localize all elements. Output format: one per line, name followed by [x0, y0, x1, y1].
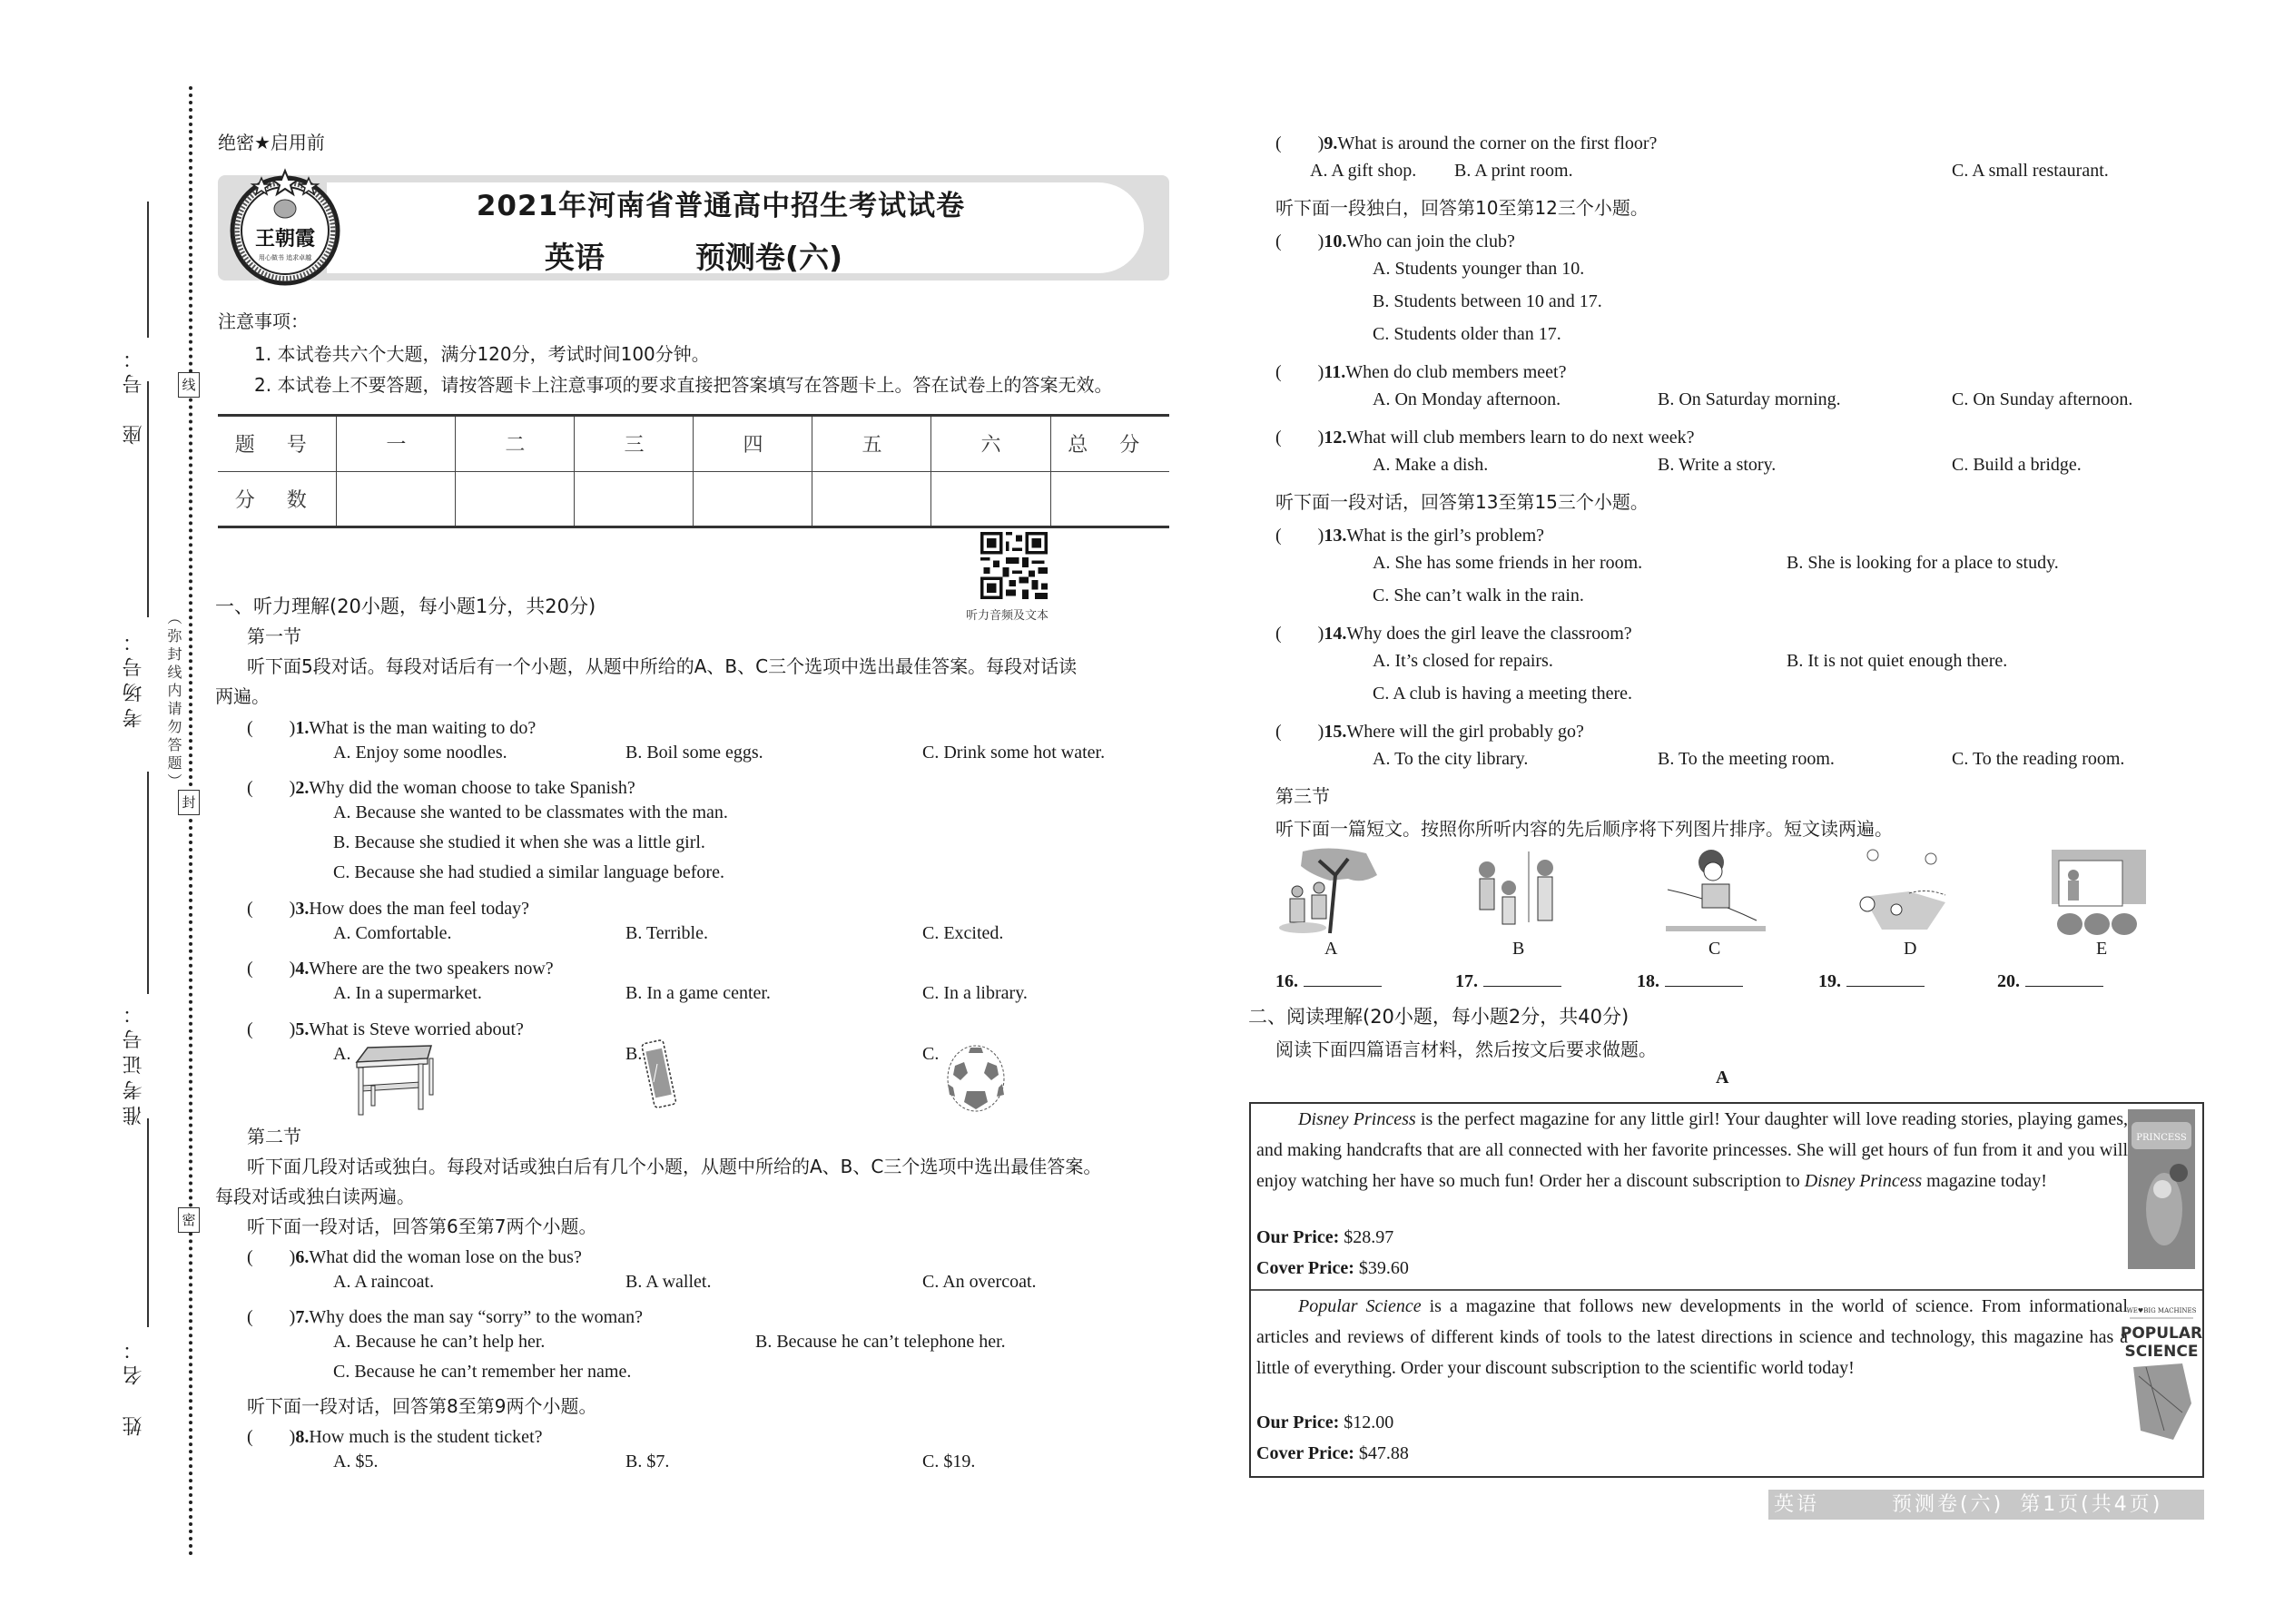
cover-tagline: WE♥BIG MACHINES: [2126, 1307, 2197, 1314]
section1-instructions-cont: 两遍。: [215, 685, 270, 707]
question-13: ( )13.What is the girl’s problem?: [1275, 526, 1545, 546]
answer-bracket[interactable]: ( ): [1275, 362, 1324, 382]
score-cell[interactable]: [812, 471, 931, 527]
score-cell[interactable]: [337, 471, 456, 527]
exam-room-field[interactable]: [147, 381, 149, 617]
answer-blank-18[interactable]: 18.: [1637, 971, 1743, 992]
soccer-ball-icon: [944, 1044, 1008, 1113]
note-item: 2. 本试卷上不要答题，请按答题卡上注意事项的要求直接把答案填写在答题卡上。答在试卷上的答案无效。: [254, 374, 1113, 396]
option-c: C. To the reading room.: [1952, 749, 2125, 769]
section2-title: 第二节: [247, 1126, 301, 1147]
footer-subject: 英语: [1774, 1493, 1820, 1516]
note-item: 1. 本试卷共六个大题，满分120分，考试时间100分钟。: [254, 343, 710, 365]
option-b: B. $7.: [625, 1452, 670, 1471]
option-a: A. Because she wanted to be classmates with the man.: [333, 802, 728, 822]
seal-dotted-line: [189, 86, 192, 1557]
section3-instructions: 听下面一篇短文。按照你所听内容的先后顺序将下列图片排序。短文读两遍。: [1275, 818, 1893, 840]
lead-13-15: 听下面一段对话，回答第13至第15三个小题。: [1275, 491, 1649, 513]
picture-label-d: D: [1904, 939, 1917, 959]
section1-instructions: 听下面5段对话。每段对话后有一个小题，从题中所给的A、B、C三个选项中选出最佳答案。每段对话读: [247, 655, 1078, 677]
lead-6-7: 听下面一段对话，回答第6至第7两个小题。: [247, 1216, 597, 1237]
seat-number-field[interactable]: [147, 202, 149, 338]
ad-disney-princess: [1251, 1104, 2202, 1291]
option-a: A. On Monday afternoon.: [1373, 389, 1561, 409]
score-header-cell: 六: [931, 416, 1050, 472]
question-12: ( )12.What will club members learn to do next week?: [1275, 428, 1695, 448]
option-b: B. Write a story.: [1658, 455, 1777, 475]
score-cell[interactable]: [575, 471, 694, 527]
cover-price: Cover Price: $47.88: [1256, 1443, 1409, 1463]
our-price: Our Price: $12.00: [1256, 1412, 1394, 1432]
score-cell[interactable]: [456, 471, 575, 527]
option-a: A. Because he can’t help her.: [333, 1332, 546, 1352]
ad-body: Popular Science is a magazine that follows new developments in the world of science. From informational articles and reviews of different kinds of tools to the latest directions in science and technology, this magazine has a little of everything. Order your discount subscription to the scientific world today!: [1256, 1296, 2128, 1378]
question-11: ( )11.When do club members meet?: [1275, 362, 1567, 382]
page-footer: [1768, 1490, 2204, 1520]
score-cell[interactable]: [694, 471, 812, 527]
seal-mark-line: 线: [178, 372, 200, 398]
option-a: A. A gift shop.: [1310, 161, 1417, 181]
score-header-cell: 题 号: [218, 416, 337, 472]
logo-text: 王朝霞: [254, 227, 316, 251]
seal-mark-seal: 封: [178, 790, 200, 815]
cover-title-1: POPULAR: [2120, 1324, 2203, 1343]
picture-label-b: B: [1512, 939, 1525, 959]
option-b: B. She is looking for a place to study.: [1787, 553, 2059, 573]
cover-price: Cover Price: $39.60: [1256, 1258, 1409, 1278]
picture-b-icon: [1471, 850, 1567, 935]
cover-title-2: SCIENCE: [2124, 1343, 2199, 1361]
name-field[interactable]: [147, 1118, 149, 1327]
option-b: B. A wallet.: [625, 1272, 712, 1292]
option-b: B. In a game center.: [625, 983, 771, 1003]
score-header-cell: 总 分: [1050, 416, 1169, 472]
answer-bracket[interactable]: ( ): [247, 1427, 296, 1447]
desk-icon: [350, 1040, 440, 1117]
qr-caption: 听力音频及文本: [966, 609, 1049, 623]
option-c: C. Because he can’t remember her name.: [333, 1362, 632, 1382]
option-c: C. Students older than 17.: [1373, 324, 1561, 344]
question-6: ( )6.What did the woman lose on the bus?: [247, 1247, 582, 1267]
option-c: C. Excited.: [922, 923, 1004, 943]
answer-blank-19[interactable]: 19.: [1818, 971, 1925, 992]
name-label: 姓 名：: [123, 1334, 145, 1436]
option-b: B. To the meeting room.: [1658, 749, 1835, 769]
answer-bracket[interactable]: ( ): [247, 959, 296, 979]
admission-number-field[interactable]: [147, 772, 149, 994]
score-row-label: 分 数: [218, 471, 337, 527]
option-c: C. On Sunday afternoon.: [1952, 389, 2133, 409]
option-b: B. A print room.: [1454, 161, 1573, 181]
score-header-cell: 五: [812, 416, 931, 472]
lead-10-12: 听下面一段独白，回答第10至第12三个小题。: [1275, 197, 1649, 219]
option-b: B. Boil some eggs.: [625, 743, 763, 763]
part1-heading: 一、听力理解(20小题，每小题1分，共20分): [215, 595, 596, 617]
exam-title: 2021年河南省普通高中招生考试试卷: [476, 190, 966, 222]
option-c: C. In a library.: [922, 983, 1028, 1003]
option-c: C. Because she had studied a similar language before.: [333, 862, 724, 882]
option-c: C. Drink some hot water.: [922, 743, 1106, 763]
cover-title-text: PRINCESS: [2136, 1133, 2187, 1143]
answer-bracket[interactable]: ( ): [247, 1307, 296, 1327]
ad-body: Disney Princess is the perfect magazine for any little girl! Your daughter will love reading stories, playing games, and making handcrafts that are all connected with her favorite princesses. She will get hours of fun from it and you will enjoy watching her have so much fun! Order her a discount subscription to Disney Princess magazine today!: [1256, 1109, 2128, 1191]
option-b: B.: [625, 1044, 643, 1064]
option-a: A. A raincoat.: [333, 1272, 435, 1292]
question-9: ( )9.What is around the corner on the first floor?: [1275, 133, 1658, 153]
answer-bracket[interactable]: ( ): [1275, 428, 1324, 448]
secret-label: 绝密★启用前: [218, 132, 325, 153]
option-a: A. Comfortable.: [333, 923, 452, 943]
popular-science-cover-icon: [2120, 1304, 2203, 1458]
score-header-cell: 三: [575, 416, 694, 472]
picture-e-icon: [2050, 848, 2150, 935]
picture-c-icon: [1666, 848, 1766, 935]
picture-d-icon: [1855, 848, 1954, 935]
passage-label: A: [1716, 1068, 1729, 1088]
option-b: B. Because he can’t telephone her.: [755, 1332, 1006, 1352]
answer-bracket[interactable]: ( ): [247, 1247, 296, 1267]
disney-princess-cover-icon: [2128, 1109, 2195, 1269]
option-a: A. Enjoy some noodles.: [333, 743, 507, 763]
option-b: B. It is not quiet enough there.: [1787, 651, 2008, 671]
answer-blank-20[interactable]: 20.: [1997, 971, 2103, 992]
section2-instructions: 听下面几段对话或独白。每段对话或独白后有几个小题，从题中所给的A、B、C三个选项中选出最佳答案。: [247, 1156, 1102, 1177]
paper-name: 预测卷(六): [694, 240, 843, 275]
option-a: A. To the city library.: [1373, 749, 1529, 769]
option-c: C. Build a bridge.: [1952, 455, 2082, 475]
answer-bracket[interactable]: ( ): [1275, 231, 1324, 251]
answer-bracket[interactable]: ( ): [247, 778, 296, 798]
part2-heading: 二、阅读理解(20小题，每小题2分，共40分): [1248, 1006, 1629, 1028]
subject-label: 英语: [544, 240, 605, 275]
score-table-score-row: [218, 471, 1169, 527]
picture-label-a: A: [1324, 939, 1338, 959]
footer-page: 第1页(共4页): [2020, 1493, 2163, 1516]
option-a: A. It’s closed for repairs.: [1373, 651, 1553, 671]
score-cell[interactable]: [1050, 471, 1169, 527]
question-8: ( )8.How much is the student ticket?: [247, 1427, 543, 1447]
option-c: C. She can’t walk in the rain.: [1373, 586, 1584, 605]
answer-bracket[interactable]: ( ): [1275, 133, 1324, 153]
option-c: C.: [922, 1044, 940, 1064]
answer-bracket[interactable]: ( ): [247, 718, 296, 738]
phone-icon: [643, 1038, 679, 1111]
section3-title: 第三节: [1275, 785, 1330, 807]
answer-bracket[interactable]: ( ): [1275, 526, 1324, 546]
seal-note: （弥封线内请勿答题）: [165, 610, 182, 792]
option-c: C. $19.: [922, 1452, 976, 1471]
our-price: Our Price: $28.97: [1256, 1227, 1394, 1247]
admission-number-label: 准考证号：: [123, 999, 145, 1126]
option-a: A. Make a dish.: [1373, 455, 1489, 475]
lead-8-9: 听下面一段对话，回答第8至第9两个小题。: [247, 1395, 597, 1417]
option-a: A. Students younger than 10.: [1373, 259, 1585, 279]
answer-blank-16[interactable]: 16.: [1275, 971, 1382, 992]
passage-a-box: [1249, 1102, 2204, 1478]
exam-room-label: 考场号：: [123, 626, 145, 728]
option-a: A.: [333, 1044, 351, 1064]
score-header-cell: 二: [456, 416, 575, 472]
score-table: [218, 414, 1169, 528]
seal-mark-secret: 密: [178, 1207, 200, 1233]
score-table-header-row: [218, 416, 1169, 472]
question-7: ( )7.Why does the man say “sorry” to the woman?: [247, 1307, 643, 1327]
question-1: ( )1.What is the man waiting to do?: [247, 718, 537, 738]
exam-subtitle: [218, 234, 1169, 277]
question-4: ( )4.Where are the two speakers now?: [247, 959, 554, 979]
question-2: ( )2.Why did the woman choose to take Spanish?: [247, 778, 635, 798]
option-a: A. $5.: [333, 1452, 379, 1471]
answer-bracket[interactable]: ( ): [247, 1019, 296, 1039]
answer-bracket[interactable]: ( ): [1275, 722, 1324, 742]
section2-instructions-cont: 每段对话或独白读两遍。: [215, 1186, 415, 1207]
part2-instructions: 阅读下面四篇语言材料，然后按文后要求做题。: [1275, 1038, 1657, 1060]
picture-a-icon: [1275, 848, 1384, 935]
picture-label-e: E: [2096, 939, 2108, 959]
score-header-cell: 四: [694, 416, 812, 472]
option-c: C. An overcoat.: [922, 1272, 1037, 1292]
option-c: C. A small restaurant.: [1952, 161, 2109, 181]
option-c: C. A club is having a meeting there.: [1373, 684, 1633, 704]
score-cell[interactable]: [931, 471, 1050, 527]
option-b: B. Because she studied it when she was a little girl.: [333, 832, 705, 852]
answer-bracket[interactable]: ( ): [1275, 624, 1324, 644]
notes-heading: 注意事项：: [218, 310, 309, 332]
question-3: ( )3.How does the man feel today?: [247, 899, 530, 919]
score-header-cell: 一: [337, 416, 456, 472]
question-5: ( )5.What is Steve worried about?: [247, 1019, 524, 1039]
question-14: ( )14.Why does the girl leave the classroom?: [1275, 624, 1632, 644]
option-b: B. Terrible.: [625, 923, 708, 943]
option-a: A. She has some friends in her room.: [1373, 553, 1643, 573]
section1-title: 第一节: [247, 625, 301, 647]
question-15: ( )15.Where will the girl probably go?: [1275, 722, 1584, 742]
answer-bracket[interactable]: ( ): [247, 899, 296, 919]
option-a: A. In a supermarket.: [333, 983, 482, 1003]
picture-label-c: C: [1708, 939, 1721, 959]
question-10: ( )10.Who can join the club?: [1275, 231, 1515, 251]
footer-paper: 预测卷(六): [1892, 1493, 2004, 1516]
logo-motto: 用心做书 追求卓越: [258, 254, 312, 261]
option-b: B. Students between 10 and 17.: [1373, 291, 1602, 311]
qr-code-icon[interactable]: [980, 532, 1048, 599]
answer-blank-17[interactable]: 17.: [1455, 971, 1561, 992]
option-b: B. On Saturday morning.: [1658, 389, 1841, 409]
seat-number-label: 座 号：: [123, 343, 145, 445]
